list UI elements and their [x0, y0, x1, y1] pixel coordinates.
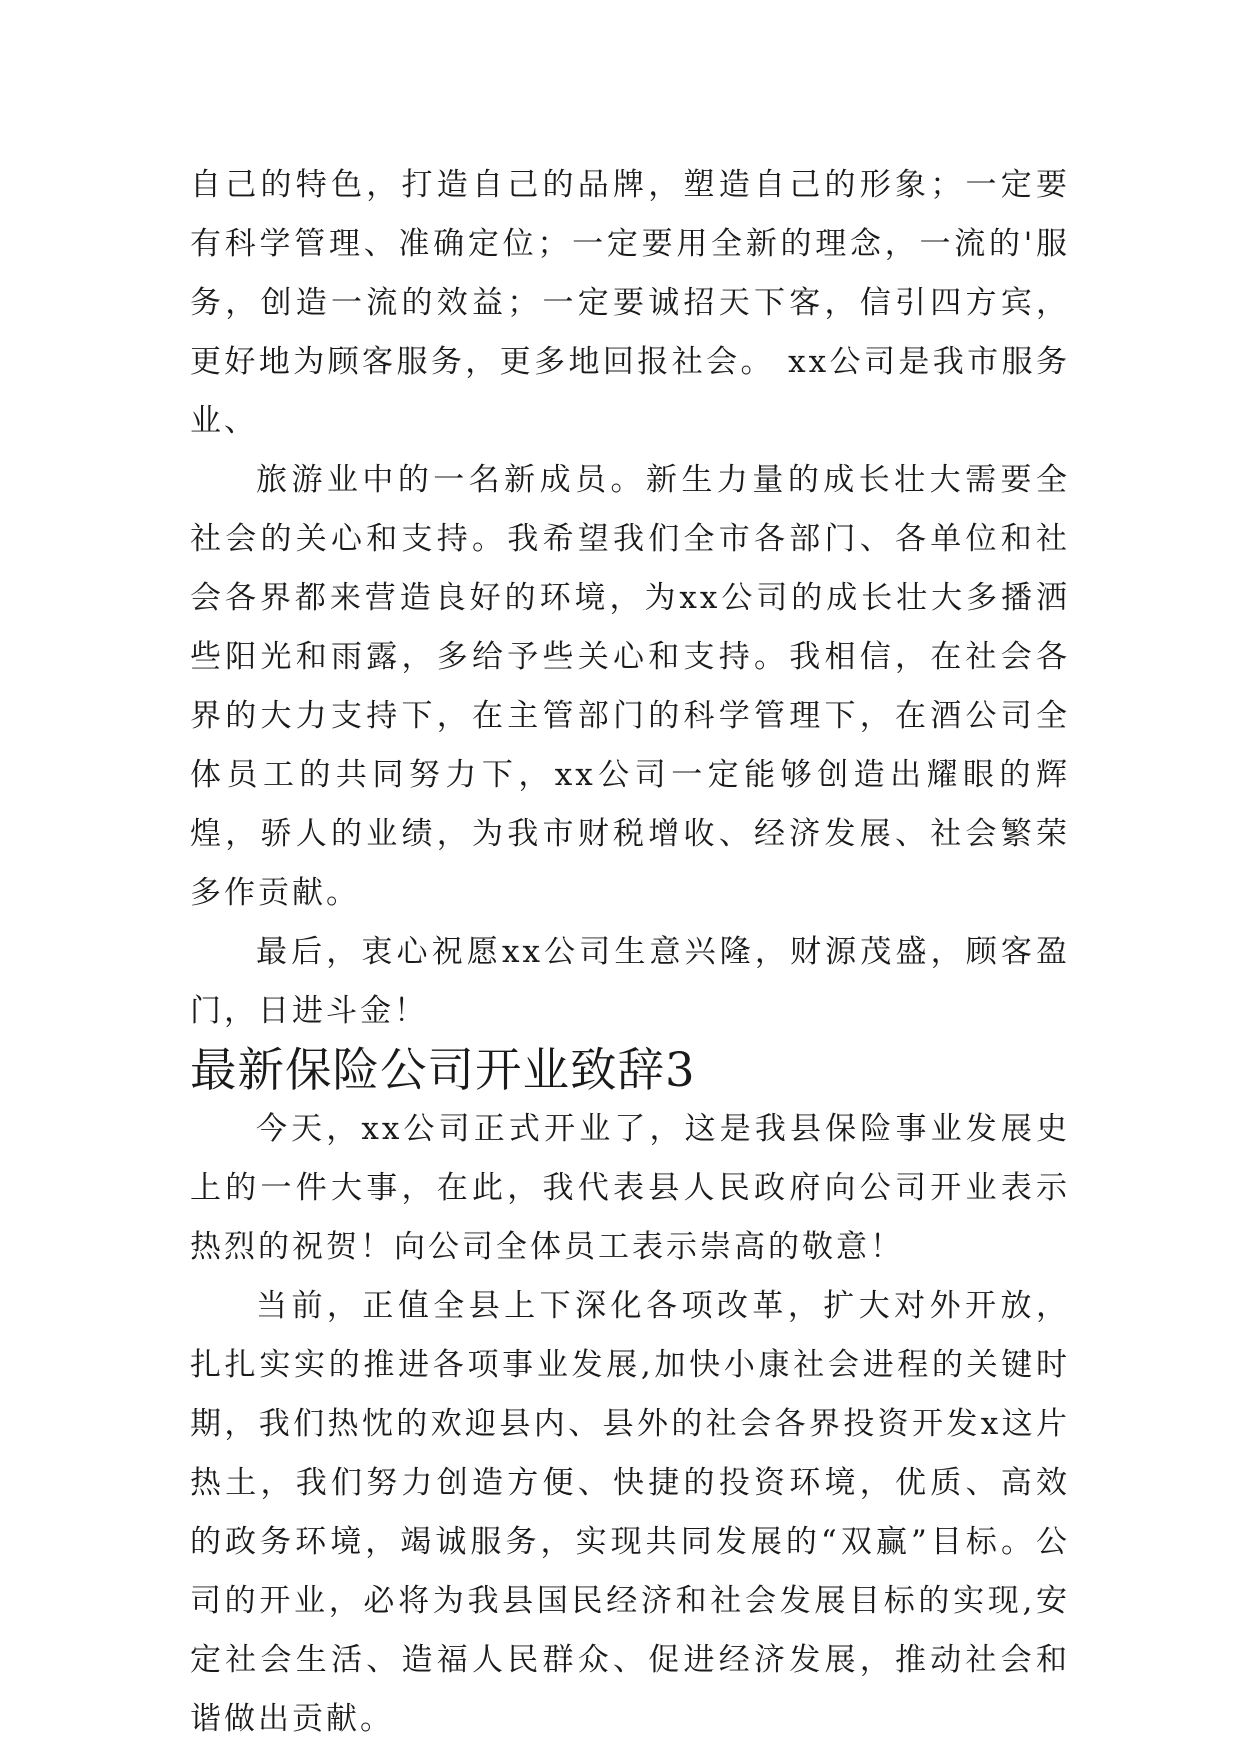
document-body: [190, 156, 1070, 1749]
paragraph-2: 旅游业中的一名新成员。新生力量的成长壮大需要全社会的关心和支持。我希望我们全市各部门、各单位和社会各界都来营造良好的环境，为xx公司的成长壮大多播洒些阳光和雨露，多给予些关心和支持。我相信，在社会各界的大力支持下，在主管部门的科学管理下，在酒公司全体员工的共同努力下，xx公司一定能够创造出耀眼的辉煌，骄人的业绩，为我市财税增收、经济发展、社会繁荣多作贡献。: [190, 462, 1070, 911]
paragraph-3: 最后，衷心祝愿xx公司生意兴隆，财源茂盛，顾客盈门，日进斗金！: [190, 934, 1070, 1029]
section-heading: 最新保险公司开业致辞3: [190, 1043, 696, 1097]
paragraph-1: 自己的特色，打造自己的品牌，塑造自己的形象；一定要有科学管理、准确定位；一定要用全新的理念，一流的'服务，创造一流的效益；一定要诚招天下客，信引四方宾，更好地为顾客服务，更多地回报社会。 xx公司是我市服务业、: [190, 167, 1070, 439]
paragraph-4: 今天，xx公司正式开业了，这是我县保险事业发展史上的一件大事，在此，我代表县人民政府向公司开业表示热烈的祝贺！向公司全体员工表示崇高的敬意！: [190, 1111, 1070, 1265]
paragraph-5: 当前，正值全县上下深化各项改革，扩大对外开放，扎扎实实的推进各项事业发展,加快小康社会进程的关键时期，我们热忱的欢迎县内、县外的社会各界投资开发x这片热土，我们努力创造方便、快捷的投资环境，优质、高效的政务环境，竭诚服务，实现共同发展的“双赢”目标。公司的开业，必将为我县国民经济和社会发展目标的实现,安定社会生活、造福人民群众、促进经济发展，推动社会和谐做出贡献。: [190, 1288, 1070, 1737]
